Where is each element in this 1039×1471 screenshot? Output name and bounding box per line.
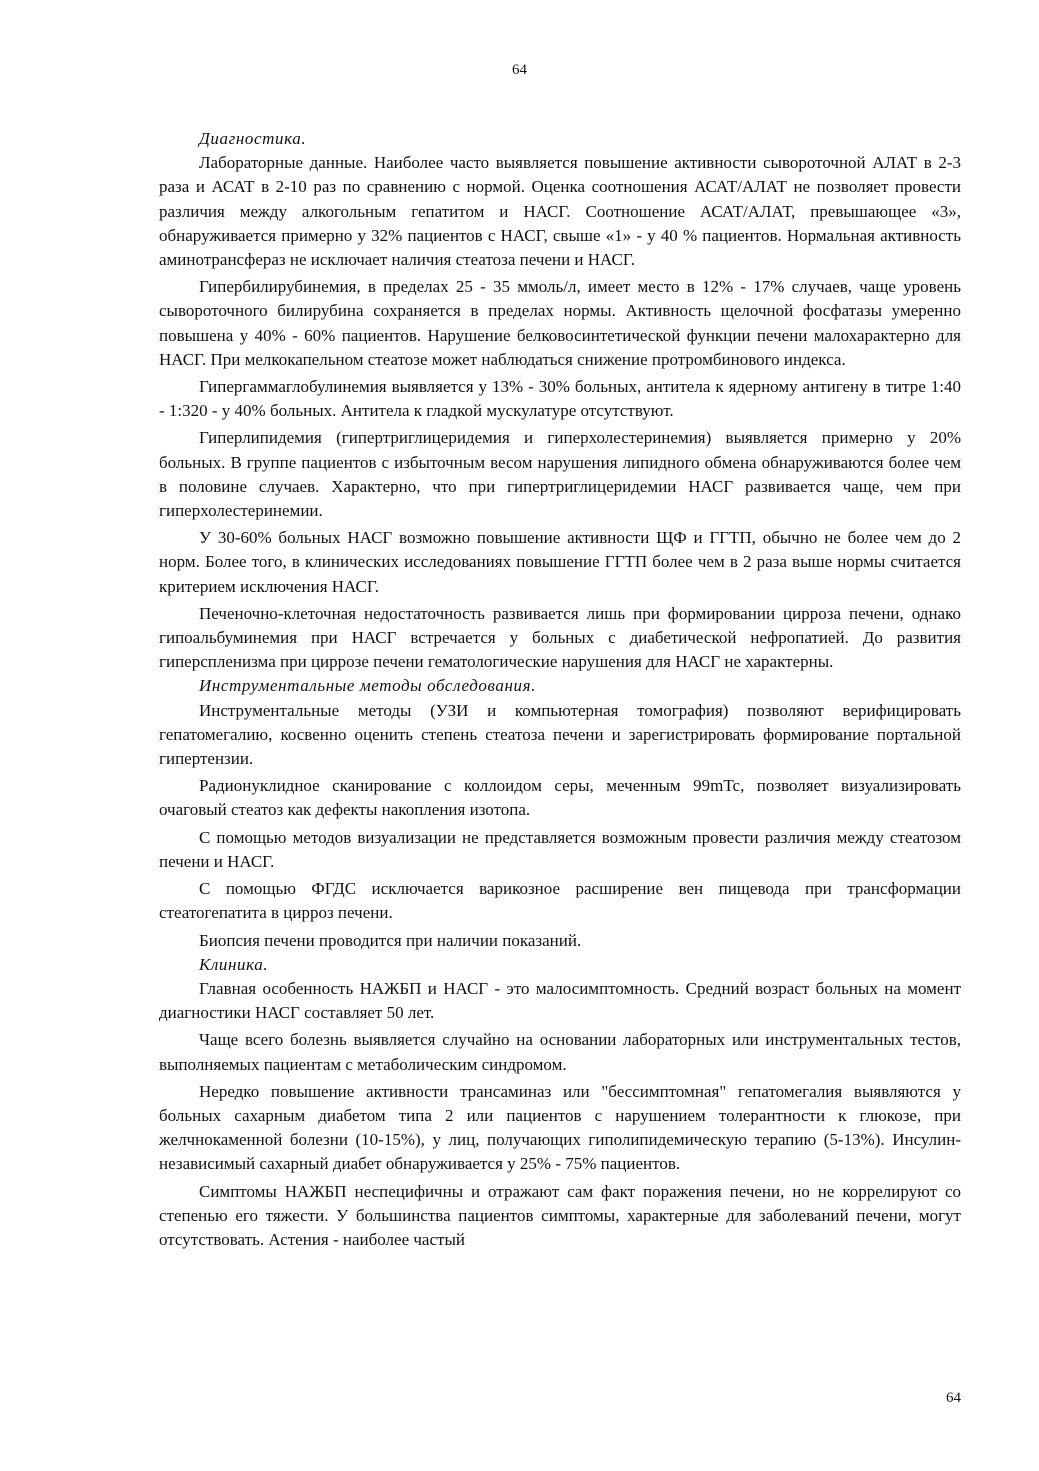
paragraph: Печеночно-клеточная недостаточность развивается лишь при формировании цирроза печени, однако гипоальбуминемия при НАСГ встречается у больных с диабетической нефропатией. До развития гиперспленизма при циррозе печени гематологические нарушения для НАСГ не характерны.: [159, 603, 961, 672]
document-body: [159, 127, 961, 1252]
paragraph: Инструментальные методы (УЗИ и компьютерная томография) позволяют верифицировать гепатомегалию, косвенно оценить степень стеатоза печени и зарегистрировать формирование портальной гипертензии.: [159, 700, 961, 769]
section-heading: Диагностика.: [199, 129, 307, 148]
section-heading: Клиника.: [199, 954, 269, 974]
page-number-bottom: 64: [946, 1390, 961, 1406]
paragraph: Нередко повышение активности трансаминаз или "бессимптомная" гепатомегалия выявляются у больных сахарным диабетом типа 2 или пациентов с нарушением толерантности к глюкозе, при желчнокаменной болезни (10-15%), у лиц, получающих гиполипидемическую терапию (5-13%). Инсулин-независимый сахарный диабет обнаруживается у 25% - 75% пациентов.: [159, 1081, 961, 1174]
paragraph: Главная особенность НАЖБП и НАСГ - это малосимптомность. Средний возраст больных на момент диагностики НАСГ составляет 50 лет.: [159, 978, 961, 1023]
paragraph: Симптомы НАЖБП неспецифичны и отражают сам факт поражения печени, но не коррелируют со степенью его тяжести. У большинства пациентов симптомы, характерные для заболеваний печени, могут отсутствовать. Астения - наиболее частый: [159, 1181, 961, 1249]
paragraph: Чаще всего болезнь выявляется случайно на основании лабораторных или инструментальных тестов, выполняемых пациентам с метаболическим синдромом.: [159, 1030, 961, 1074]
paragraph: Гипергаммаглобулинемия выявляется у 13% - 30% больных, антитела к ядерному антигену в титре 1:40 - 1:320 - у 40% больных. Антитела к гладкой мускулатуре отсутствуют.: [159, 377, 961, 421]
paragraph: Биопсия печени проводится при наличии показаний.: [199, 930, 582, 950]
paragraph: Лабораторные данные. Наиболее часто выявляется повышение активности сывороточной АЛАТ в 2-3 раза и АСАТ в 2-10 раз по сравнению с нормой. Оценка соотношения АСАТ/АЛАТ не позволяет провести различия между алкогольным гепатитом и НАСГ. Соотношение АСАТ/АЛАТ, превышающее «3», обнаруживается примерно у 32% пациентов с НАСГ, свыше «1» - у 40 % пациентов. Нормальная активность аминотрансфераз не исключает наличия стеатоза печени и НАСГ.: [159, 153, 961, 270]
paragraph: С помощью методов визуализации не представляется возможным провести различия между стеатозом печени и НАСГ.: [159, 827, 961, 871]
paragraph: Гипербилирубинемия, в пределах 25 - 35 ммоль/л, имеет место в 12% - 17% случаев, чаще уровень сывороточного билирубина сохраняется в пределах нормы. Активность щелочной фосфатазы умеренно повышена у 40% - 60% пациентов. Нарушение белковосинтетической функции печени малохарактерно для НАСГ. При мелкокапельном стеатозе может наблюдаться снижение протромбинового индекса.: [159, 277, 961, 369]
paragraph: Радионуклидное сканирование с коллоидом серы, меченным 99mTc, позволяет визуализировать очаговый стеатоз как дефекты накопления изотопа.: [159, 776, 961, 820]
paragraph: У 30-60% больных НАСГ возможно повышение активности ЩФ и ГГТП, обычно не более чем до 2 норм. Более того, в клинических исследованиях повышение ГГТП более чем в 2 раза выше нормы считается критерием исключения НАСГ.: [159, 528, 961, 596]
paragraph: С помощью ФГДС исключается варикозное расширение вен пищевода при трансформации стеатогепатита в цирроз печени.: [159, 879, 961, 923]
page-number-top: 64: [512, 62, 527, 78]
paragraph: Гиперлипидемия (гипертриглицеридемия и гиперхолестеринемия) выявляется примерно у 20% больных. В группе пациентов с избыточным весом нарушения липидного обмена обнаруживаются более чем в половине случаев. Характерно, что при гипертриглицеридемии НАСГ развивается чаще, чем при гиперхолестеринемии.: [159, 428, 961, 521]
section-heading: Инструментальные методы обследования.: [199, 676, 536, 696]
